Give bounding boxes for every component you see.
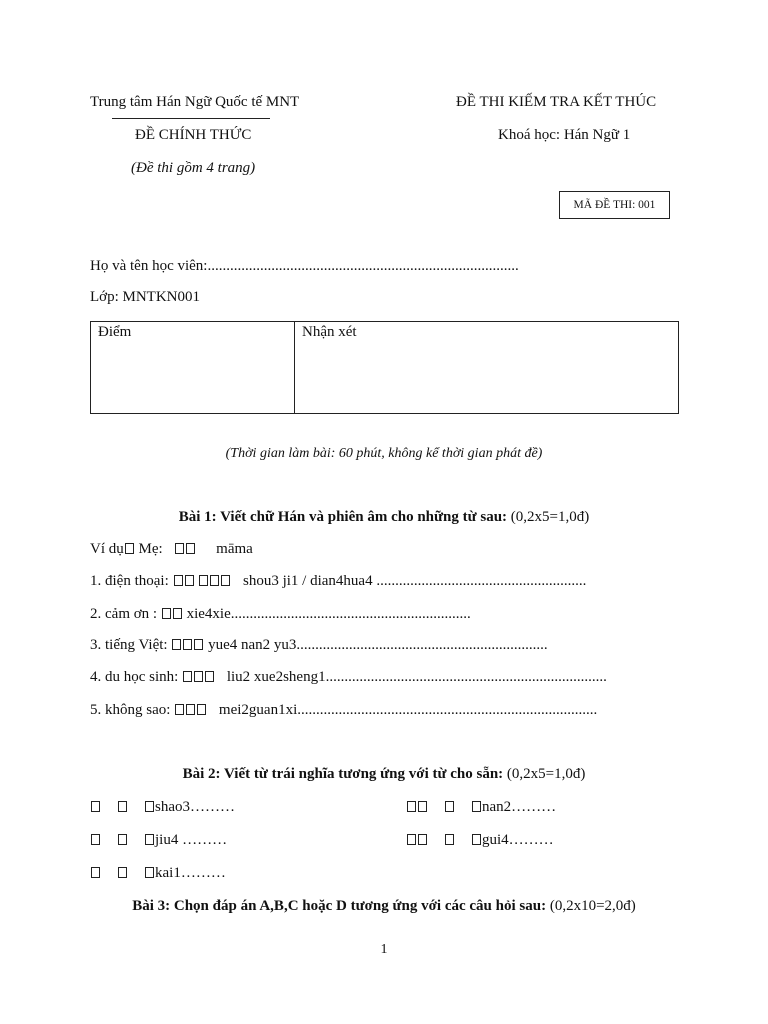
missing-glyph-icon bbox=[162, 608, 171, 619]
missing-glyph-icon bbox=[418, 801, 427, 812]
time-note: (Thời gian làm bài: 60 phút, không kể thời gian phát đề) bbox=[225, 446, 543, 461]
bai1-item-3 bbox=[90, 637, 548, 654]
antonym-answer: gui4……… bbox=[482, 832, 554, 848]
item-answer: mei2guan1xi................................................................................ bbox=[218, 702, 598, 718]
missing-glyph-icon bbox=[445, 801, 454, 812]
antonym-answer: nan2……… bbox=[482, 799, 557, 815]
missing-glyph-icon bbox=[210, 575, 219, 586]
missing-glyph-icon bbox=[472, 834, 481, 845]
item-answer: shou3 ji1 / dian4hua4 ........................................................ bbox=[243, 573, 587, 589]
bai2-left-item-1 bbox=[90, 799, 235, 816]
missing-glyph-icon bbox=[183, 639, 192, 650]
item-prefix: 4. du học sinh: bbox=[90, 669, 179, 685]
missing-glyph-icon bbox=[91, 867, 100, 878]
bai2-right-item-1 bbox=[406, 799, 556, 816]
missing-glyph-icon bbox=[175, 543, 184, 554]
missing-glyph-icon bbox=[194, 671, 203, 682]
bai1-heading: Bài 1: Viết chữ Hán và phiên âm cho những từ sau: bbox=[178, 509, 508, 525]
class-line: Lớp: MNTKN001 bbox=[90, 289, 201, 305]
antonym-answer: shao3……… bbox=[155, 799, 235, 815]
score-label: Điểm bbox=[98, 324, 132, 340]
bai1-points: (0,2x5=1,0đ) bbox=[507, 509, 590, 525]
center-name: Trung tâm Hán Ngữ Quốc tế MNT bbox=[90, 94, 300, 110]
header-underline bbox=[112, 118, 270, 119]
item-answer: liu2 xue2sheng1........................................................................... bbox=[226, 669, 607, 685]
bai2-left-item-2 bbox=[90, 832, 227, 849]
item-prefix: 3. tiếng Việt: bbox=[90, 637, 168, 653]
example-pinyin: māma bbox=[216, 541, 253, 557]
page-number: 1 bbox=[380, 942, 388, 957]
missing-glyph-icon bbox=[407, 801, 416, 812]
missing-glyph-icon bbox=[407, 834, 416, 845]
antonym-answer: kai1……… bbox=[155, 865, 226, 881]
bai1-item-5 bbox=[90, 702, 597, 719]
comment-label: Nhận xét bbox=[302, 324, 357, 340]
missing-glyph-icon bbox=[445, 834, 454, 845]
bai2-right-item-2 bbox=[406, 832, 554, 849]
bai3-heading: Bài 3: Chọn đáp án A,B,C hoặc D tương ứng với các câu hỏi sau: bbox=[132, 898, 547, 914]
missing-glyph-icon bbox=[174, 575, 183, 586]
bai1-title bbox=[0, 509, 768, 526]
missing-glyph-icon bbox=[197, 704, 206, 715]
missing-glyph-icon bbox=[118, 867, 127, 878]
missing-glyph-icon bbox=[194, 639, 203, 650]
missing-glyph-icon bbox=[472, 801, 481, 812]
bai1-item-4 bbox=[90, 669, 607, 686]
missing-glyph-icon bbox=[172, 639, 181, 650]
bai1-item-2 bbox=[90, 606, 471, 623]
pages-note: (Đề thi gồm 4 trang) bbox=[131, 160, 256, 176]
bai2-heading: Bài 2: Viết từ trái nghĩa tương ứng với từ cho sẵn: bbox=[182, 766, 504, 782]
missing-glyph-icon bbox=[175, 704, 184, 715]
item-prefix: 1. điện thoại: bbox=[90, 573, 169, 589]
item-prefix: 2. cảm ơn : bbox=[90, 606, 158, 622]
bai2-points: (0,2x5=1,0đ) bbox=[503, 766, 586, 782]
bai3-title bbox=[0, 898, 768, 915]
missing-glyph-icon bbox=[145, 867, 154, 878]
student-name-line[interactable]: Họ và tên học viên:................................................................................... bbox=[90, 258, 519, 274]
missing-glyph-icon bbox=[418, 834, 427, 845]
score-table bbox=[90, 321, 679, 414]
bai3-points: (0,2x10=2,0đ) bbox=[546, 898, 636, 914]
item-answer: yue4 nan2 yu3................................................................... bbox=[208, 637, 548, 653]
comment-cell[interactable] bbox=[295, 322, 678, 413]
antonym-answer: jiu4 ……… bbox=[155, 832, 228, 848]
bai2-left-item-3 bbox=[90, 865, 226, 882]
exam-code-box bbox=[559, 191, 670, 219]
course-label: Khoá học: Hán Ngữ 1 bbox=[498, 127, 631, 143]
missing-glyph-icon bbox=[91, 801, 100, 812]
missing-glyph-icon bbox=[145, 834, 154, 845]
missing-glyph-icon bbox=[221, 575, 230, 586]
bai2-title bbox=[0, 766, 768, 783]
missing-glyph-icon bbox=[199, 575, 208, 586]
bai1-example bbox=[90, 541, 253, 558]
missing-glyph-icon bbox=[125, 543, 134, 554]
missing-glyph-icon bbox=[118, 834, 127, 845]
example-prefix: Ví dụ bbox=[90, 541, 124, 557]
item-prefix: 5. không sao: bbox=[90, 702, 171, 718]
score-cell[interactable] bbox=[91, 322, 295, 413]
example-label: Mẹ: bbox=[134, 541, 163, 557]
missing-glyph-icon bbox=[186, 704, 195, 715]
missing-glyph-icon bbox=[145, 801, 154, 812]
missing-glyph-icon bbox=[118, 801, 127, 812]
missing-glyph-icon bbox=[205, 671, 214, 682]
official-label: ĐỀ CHÍNH THỨC bbox=[135, 127, 252, 143]
item-answer: xie4xie................................................................ bbox=[186, 606, 471, 622]
missing-glyph-icon bbox=[91, 834, 100, 845]
missing-glyph-icon bbox=[185, 575, 194, 586]
exam-title: ĐỀ THI KIẾM TRA KẾT THÚC bbox=[456, 94, 657, 110]
exam-code: MÃ ĐỀ THI: 001 bbox=[573, 199, 656, 211]
missing-glyph-icon bbox=[173, 608, 182, 619]
missing-glyph-icon bbox=[183, 671, 192, 682]
missing-glyph-icon bbox=[186, 543, 195, 554]
bai1-item-1 bbox=[90, 573, 586, 590]
